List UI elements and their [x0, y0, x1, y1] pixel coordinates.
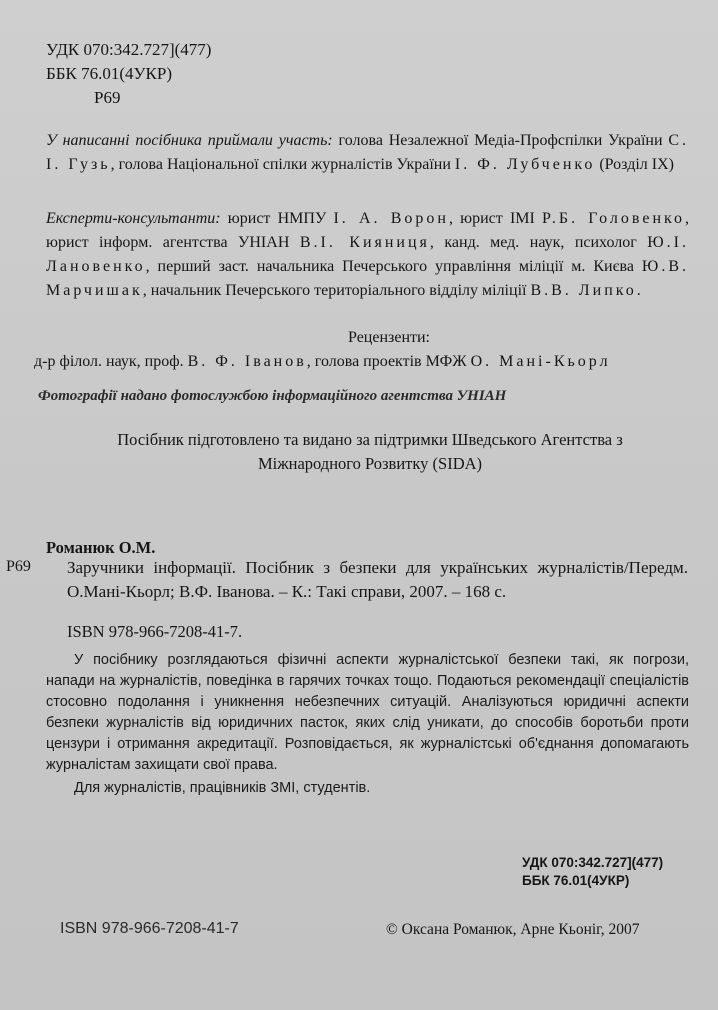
experts-text: , перший заст. начальника Печерського управління міліції м. Києва [145, 258, 642, 275]
catalog-author: Романюк О.М. [46, 538, 156, 557]
reviewers-text: , голова проектів МФЖ [306, 353, 471, 370]
experts-text: , юрист інформ. агентства УНІАН [46, 210, 690, 251]
expert-name: В.І. Кияниця [299, 234, 430, 251]
audience-line: Для журналістів, працівників ЗМІ, студентів. [74, 780, 371, 796]
reviewers-line [34, 350, 694, 374]
expert-name: Р.Б. Головенко [542, 210, 686, 227]
expert-name: Ю.І. Лановенко [46, 234, 690, 275]
photo-credit: Фотографії надано фотослужбою інформаційного агентства УНІАН [38, 388, 507, 404]
copyright-notice: © Оксана Романюк, Арне Кьоніг, 2007 [386, 921, 640, 938]
author-mark-code: Р69 [94, 88, 121, 107]
bbk-code: ББК 76.01(4УКР) [46, 64, 173, 83]
catalog-isbn: ISBN 978-966-7208-41-7. [67, 622, 243, 641]
experts-text: юрист НМПУ [220, 210, 334, 227]
contributors-paragraph [46, 129, 689, 177]
reviewer-name: О. Мані-Кьорл [470, 353, 611, 370]
reviewer-name: В. Ф. Іванов [187, 353, 307, 370]
contributors-text: , голова Національної спілки журналістів України [110, 156, 455, 173]
support-line-2: Міжнародного Розвитку (SIDA) [257, 454, 483, 473]
abstract [46, 650, 689, 799]
catalog-description: Заручники інформації. Посібник з безпеки для українських журналістів/Передм. О.Мані-Кьорл; В.Ф. Іванова. – К.: Такі справи, 2007. – 168 с. [67, 558, 688, 601]
support-line-1: Посібник підготовлено та видано за підтримки Шведського Агентства з [117, 430, 623, 449]
expert-name: Ю.В. Марчишак [46, 258, 689, 299]
udk-code: УДК 070:342.727](477) [46, 40, 212, 59]
abstract-paragraph: У посібнику розглядаються фізичні аспекти журналістської безпеки такі, як погрози, напади на журналістів, поведінка в гарячих точках тощо. Подаються рекомендації спеціалістів стосовно подолання і уникнення небезпечних ситуацій. Аналізуються юридичні аспекти безпеки журналістів від юридичних пасток, яких слід уникати, до способів боротьби проти цензури і отримання акредитації. Розповідається, як журналістські об'єднання допомагають журналістам захищати свої права. [46, 652, 689, 773]
contributors-text: (Розділ IX) [595, 156, 674, 173]
catalog-code: Р69 [6, 558, 31, 575]
contributors-lead: У написанні посібника приймали участь: [46, 132, 333, 149]
contributor-name: І. Ф. Лубченко [454, 156, 596, 173]
classification-codes-bottom [522, 854, 663, 890]
experts-paragraph [46, 207, 689, 303]
experts-text: . [636, 282, 641, 299]
classification-codes-top [46, 38, 211, 110]
experts-text: , юрист ІМІ [448, 210, 543, 227]
udk-code-bottom: УДК 070:342.727](477) [522, 855, 664, 870]
experts-text: , канд. мед. наук, психолог [429, 234, 648, 251]
bbk-code-bottom: ББК 76.01(4УКР) [522, 873, 630, 888]
expert-name: І. А. Ворон [333, 210, 449, 227]
contributor-name: С. І. Гузь [46, 132, 690, 173]
footer-isbn: ISBN 978-966-7208-41-7 [60, 920, 239, 937]
expert-name: В.В. Липко [530, 282, 637, 299]
experts-lead: Експерти-консультанти: [46, 210, 221, 227]
experts-text: , начальник Печерського територіального відділу міліції [142, 282, 531, 299]
contributors-text: голова Незалежної Медіа-Профспілки України [332, 132, 669, 149]
reviewers-title: Рецензенти: [348, 329, 430, 346]
support-statement [40, 428, 700, 476]
reviewers-text: д-р філол. наук, проф. [34, 353, 188, 370]
